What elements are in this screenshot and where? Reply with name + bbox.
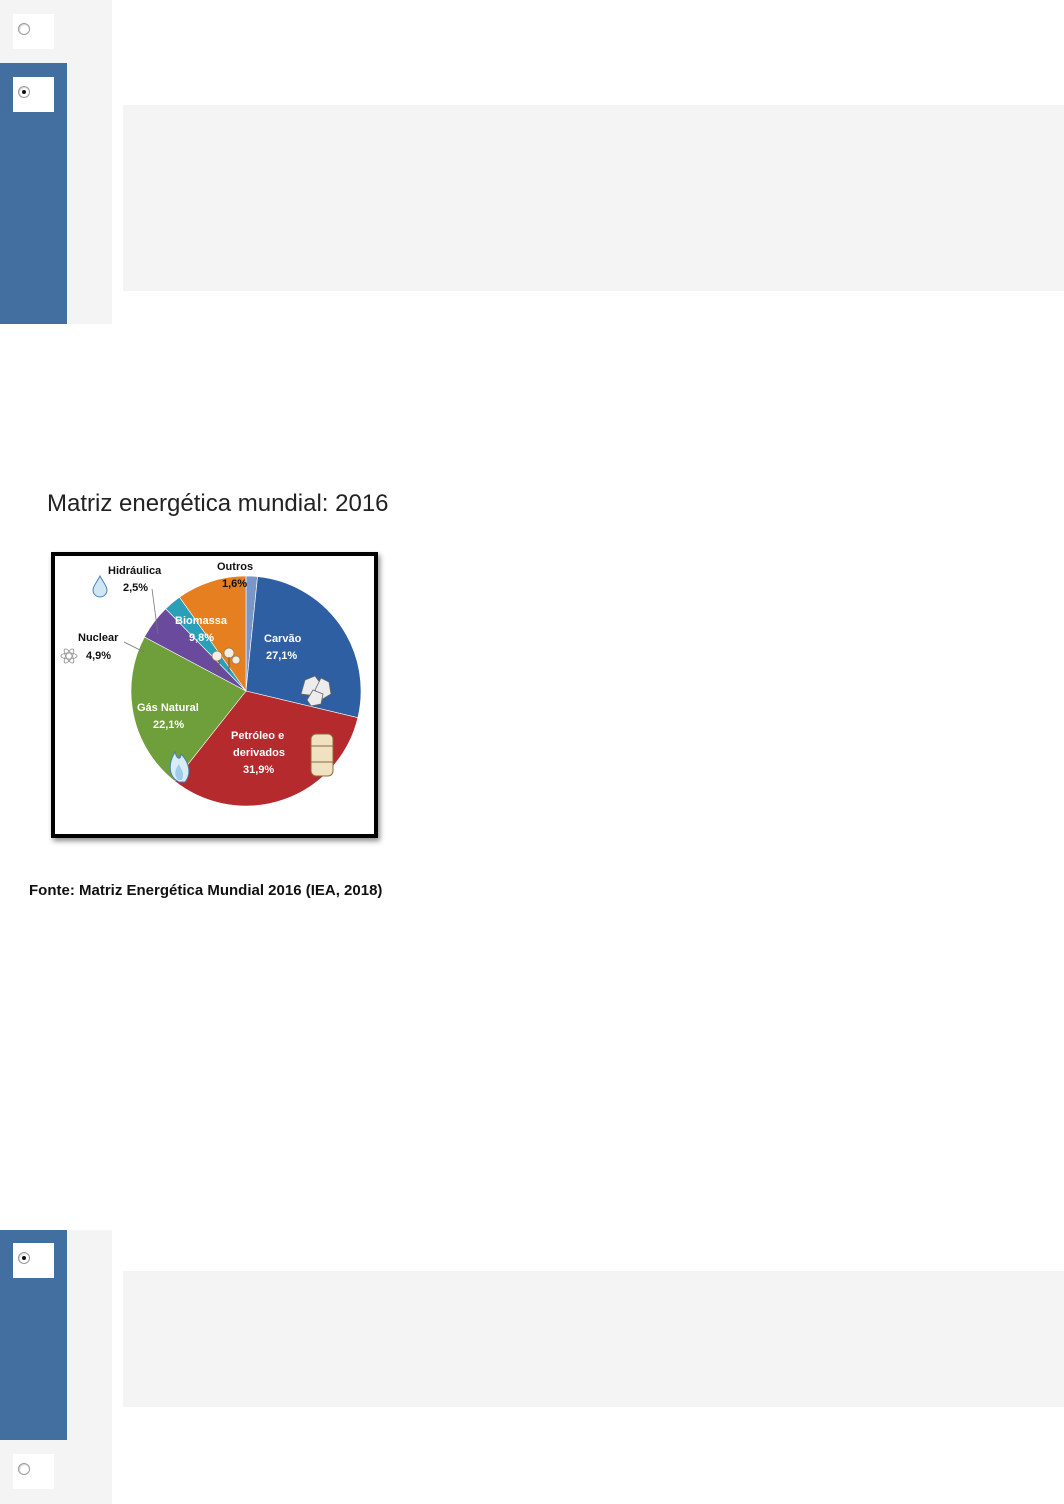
option-a-radio-box[interactable] [13,14,54,49]
label-hidraulica-value: 2,5% [123,582,149,594]
label-biomassa-name: Biomassa [175,615,227,627]
label-carvao-name: Carvão [264,633,302,645]
option-b-answer-panel[interactable] [123,105,1064,291]
label-outros-value: 1,6% [222,578,248,590]
oil-barrel-icon [311,734,333,776]
label-petroleo-value: 31,9% [243,764,275,776]
label-petroleo-name-line2: derivados [233,747,285,759]
option-c-radio-box[interactable] [13,1243,54,1278]
label-gas-natural-value: 22,1% [153,719,185,731]
option-b-radio[interactable] [18,86,30,98]
atom-icon [61,648,77,665]
label-biomassa-value: 9,8% [189,632,215,644]
chart-source: Fonte: Matriz Energética Mundial 2016 (IEA, 2018) [29,882,383,899]
pie-chart [55,556,374,834]
chart-frame [51,552,378,838]
water-drop-icon [93,576,107,597]
label-hidraulica-name: Hidráulica [108,565,162,577]
chart-heading: Matriz energética mundial: 2016 [47,490,389,517]
option-c-radio[interactable] [18,1252,30,1264]
label-outros-name: Outros [217,561,254,573]
option-a-radio[interactable] [18,23,30,35]
option-c-answer-panel[interactable] [123,1271,1064,1407]
label-gas-natural-name: Gás Natural [137,702,199,714]
label-petroleo-name-line1: Petróleo e [231,730,285,742]
label-nuclear-value: 4,9% [86,650,112,662]
label-carvao-value: 27,1% [266,650,298,662]
label-nuclear-name: Nuclear [78,632,119,644]
option-d-radio-box[interactable] [13,1454,54,1489]
option-d-radio[interactable] [18,1463,30,1475]
option-b-radio-box[interactable] [13,77,54,112]
